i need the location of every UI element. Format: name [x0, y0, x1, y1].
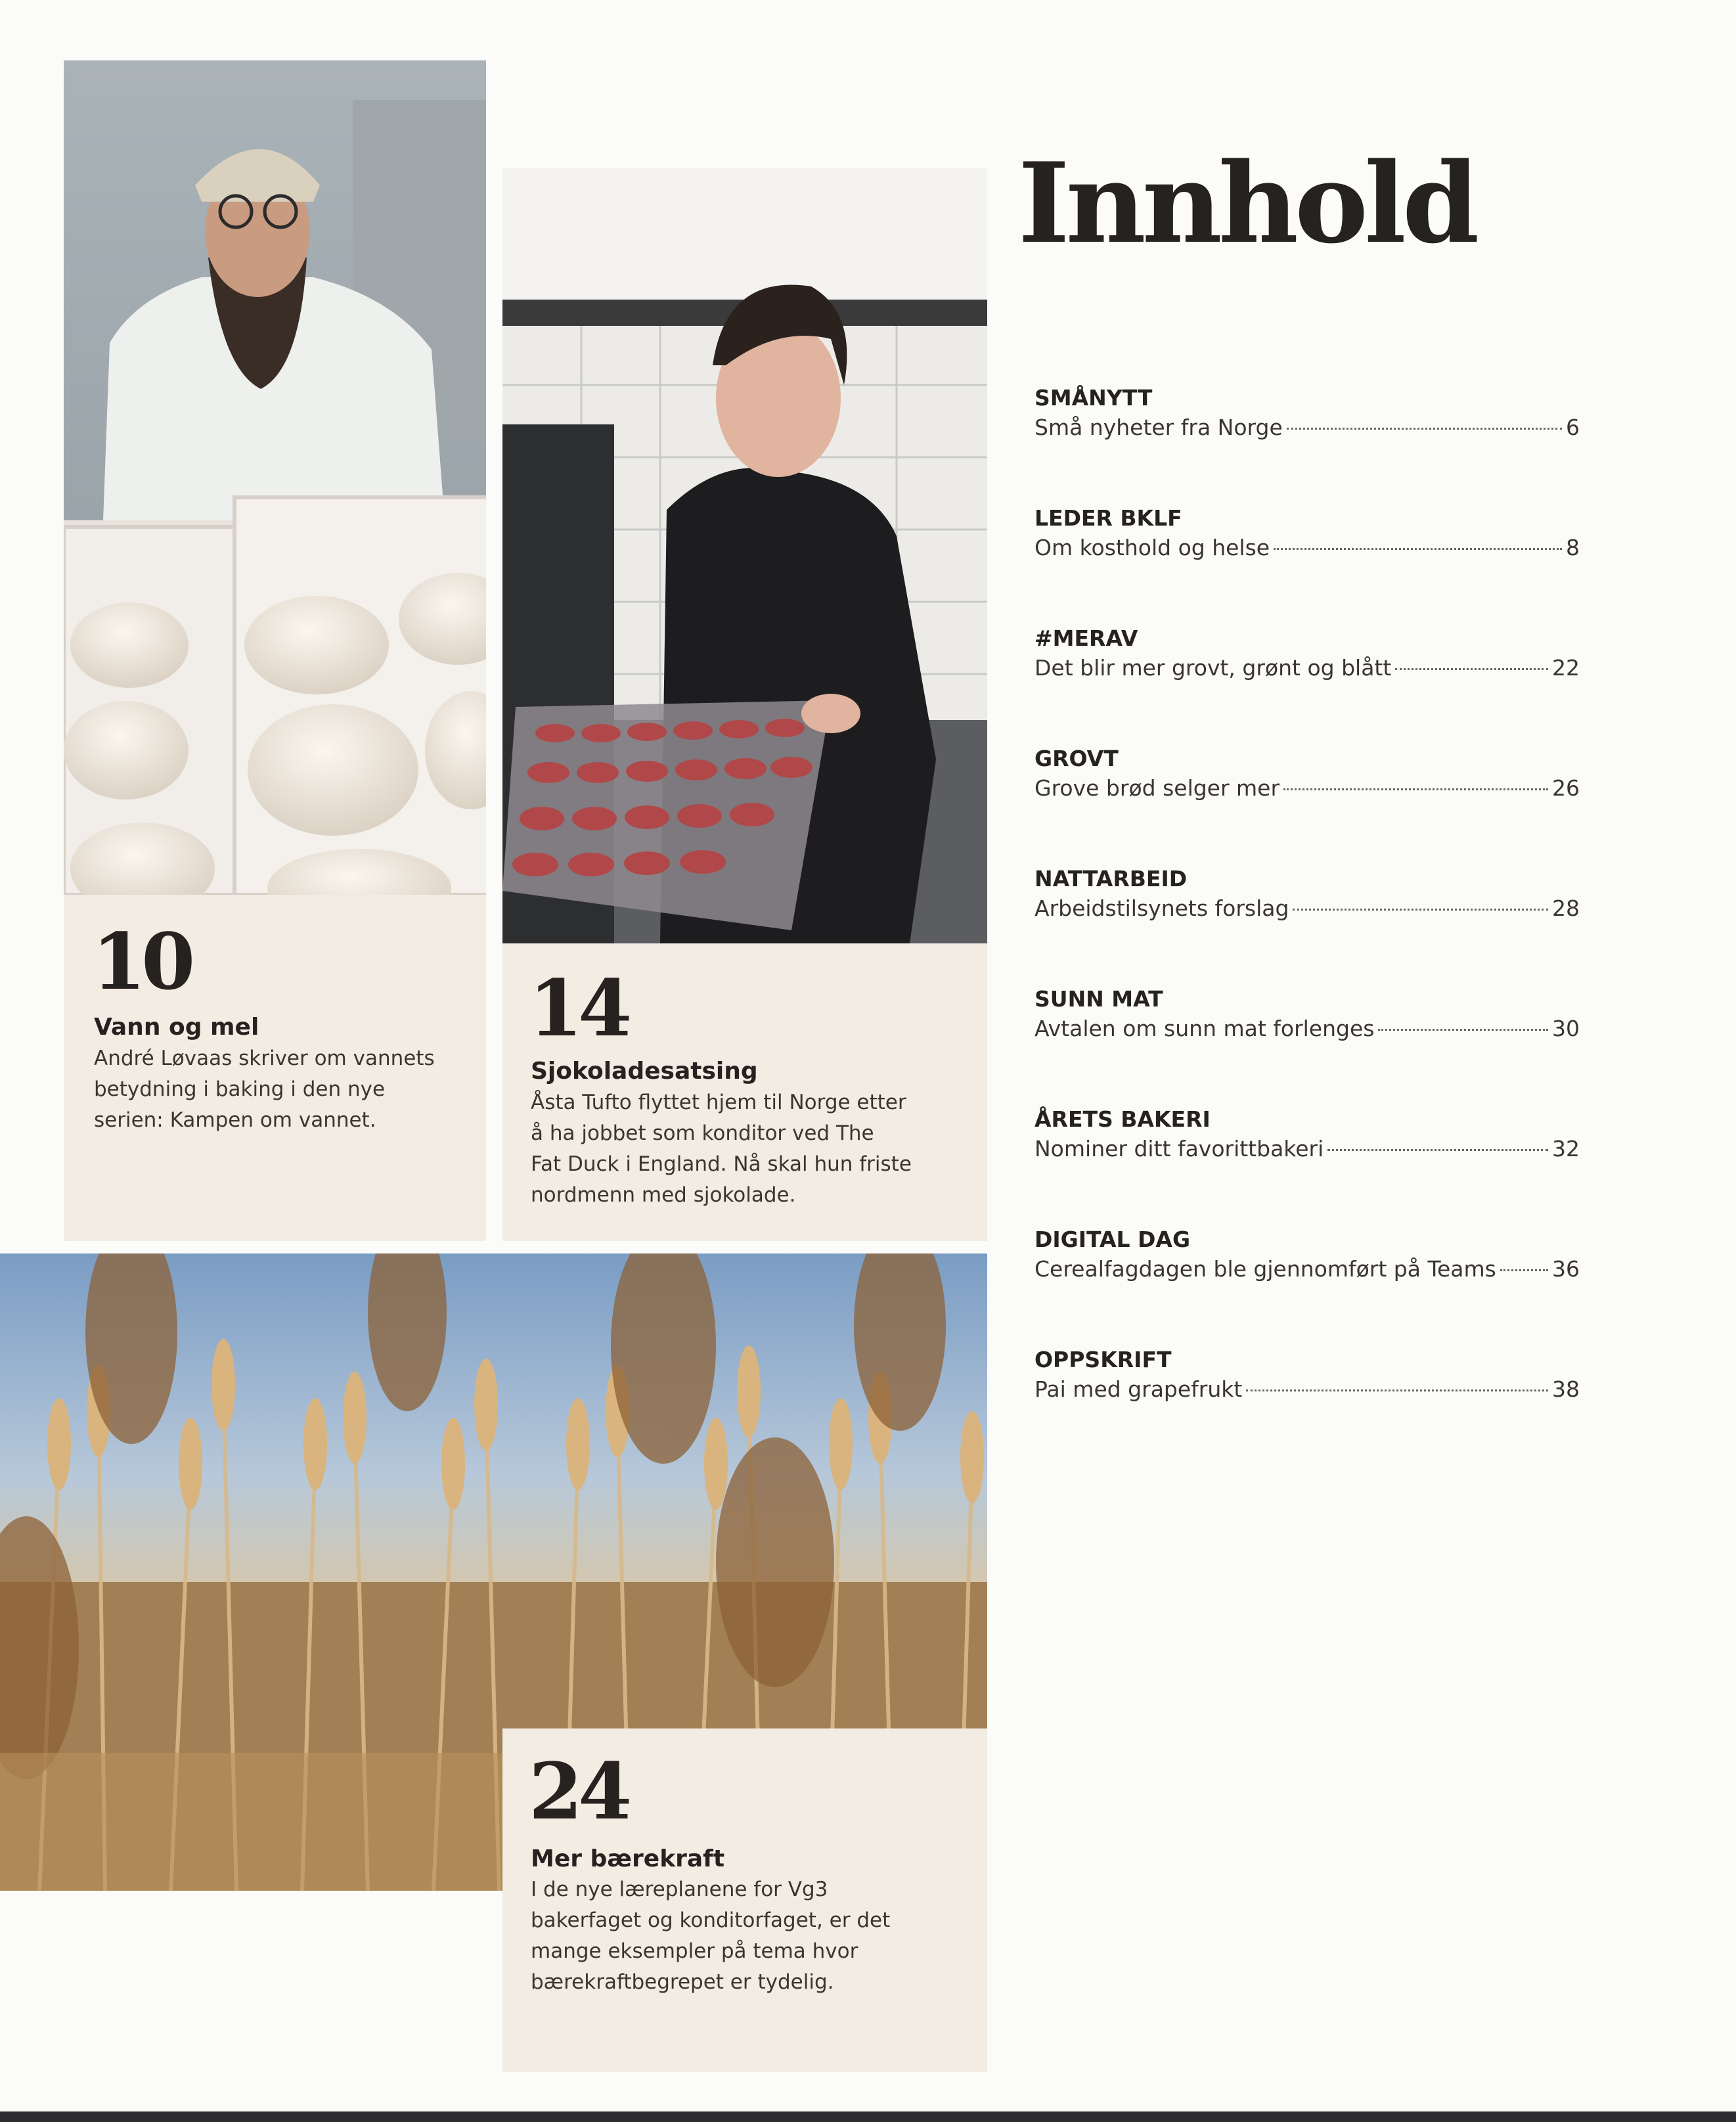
toc-description: Det blir mer grovt, grønt og blått	[1035, 655, 1392, 681]
toc-heading: NATTARBEID	[1035, 866, 1188, 892]
toc-entry[interactable]	[1035, 985, 1580, 1106]
feature-number: 10	[92, 916, 191, 1007]
toc-entry[interactable]	[1035, 505, 1580, 625]
toc-entry[interactable]	[1035, 384, 1580, 505]
feature-title[interactable]: Mer bærekraft	[531, 1845, 725, 1872]
toc-entry[interactable]	[1035, 745, 1580, 865]
toc-page-number: 28	[1552, 895, 1580, 921]
toc-heading: DIGITAL DAG	[1035, 1227, 1191, 1252]
toc-heading: GROVT	[1035, 746, 1119, 771]
feature-summary: André Løvaas skriver om vannets betydning i baking i den nye serien: Kampen om vannet.	[94, 1047, 435, 1132]
toc-page-number: 6	[1566, 415, 1580, 440]
toc-heading: ÅRETS BAKERI	[1035, 1106, 1211, 1132]
toc-entry[interactable]	[1035, 865, 1580, 985]
toc-leader-dots	[1395, 668, 1548, 670]
toc-entry[interactable]	[1035, 1346, 1580, 1466]
feature-number: 24	[529, 1746, 628, 1837]
toc-page-number: 36	[1552, 1256, 1580, 1282]
toc-heading: OPPSKRIFT	[1035, 1347, 1172, 1372]
toc-entry[interactable]	[1035, 1226, 1580, 1346]
toc-heading: #MERAV	[1035, 625, 1138, 651]
toc-description: Avtalen om sunn mat forlenges	[1035, 1016, 1375, 1041]
toc-description: Grove brød selger mer	[1035, 775, 1280, 801]
toc-leader-dots	[1274, 548, 1562, 550]
toc-description: Arbeidstilsynets forslag	[1035, 895, 1289, 921]
toc-leader-dots	[1500, 1269, 1548, 1271]
table-of-contents	[1035, 384, 1580, 1466]
feature-summary: I de nye læreplanene for Vg3 bakerfaget og konditorfaget, er det mange eksempler på tema hvor bærekraftbegrepet er tydelig.	[531, 1878, 891, 1994]
toc-leader-dots	[1287, 428, 1562, 430]
toc-page-number: 8	[1566, 535, 1580, 560]
toc-description: Nominer ditt favorittbakeri	[1035, 1136, 1324, 1162]
toc-description: Pai med grapefrukt	[1035, 1376, 1243, 1402]
toc-entry[interactable]	[1035, 1106, 1580, 1226]
scan-bottom-edge	[0, 2111, 1736, 2122]
feature-summary: Åsta Tufto flyttet hjem til Norge etter å ha jobbet som konditor ved The Fat Duck i England. Nå skal hun friste nordmenn med sjokolade.	[531, 1091, 912, 1207]
feature-number: 14	[529, 962, 628, 1054]
toc-page-number: 30	[1552, 1016, 1580, 1041]
toc-heading: SUNN MAT	[1035, 986, 1163, 1012]
feature-title[interactable]: Vann og mel	[94, 1014, 259, 1041]
toc-page-number: 38	[1552, 1376, 1580, 1402]
toc-description: Cerealfagdagen ble gjennomført på Teams	[1035, 1256, 1496, 1282]
page-title: Innhold	[1018, 138, 1476, 268]
toc-page-number: 32	[1552, 1136, 1580, 1162]
toc-leader-dots	[1327, 1149, 1548, 1151]
pastry-chef-photo	[502, 168, 987, 943]
toc-leader-dots	[1283, 788, 1548, 790]
toc-heading: LEDER BKLF	[1035, 505, 1182, 531]
toc-description: Om kosthold og helse	[1035, 535, 1270, 560]
baker-dough-photo	[64, 60, 486, 895]
toc-leader-dots	[1246, 1389, 1548, 1391]
toc-leader-dots	[1293, 909, 1548, 911]
toc-heading: SMÅNYTT	[1035, 385, 1153, 411]
toc-entry[interactable]	[1035, 625, 1580, 745]
toc-page-number: 22	[1552, 655, 1580, 681]
toc-leader-dots	[1378, 1029, 1548, 1031]
toc-page-number: 26	[1552, 775, 1580, 801]
feature-title[interactable]: Sjokoladesatsing	[531, 1058, 758, 1085]
toc-description: Små nyheter fra Norge	[1035, 415, 1283, 440]
